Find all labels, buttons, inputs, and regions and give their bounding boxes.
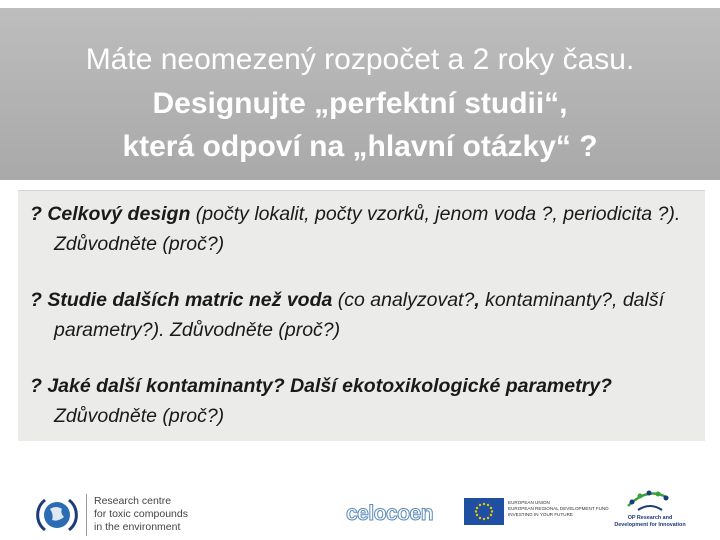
recetox-caption [94,495,188,534]
question-2-bold: ? Studie dalších matric než voda [30,289,333,311]
question-1-text: (počty lokalit, počty vzorků, jenom voda ?, periodicita ?). Zdůvodněte (proč?) [54,203,681,255]
op-line-1: OP Research and [627,515,673,521]
recetox-line-1: Research centre [94,495,172,507]
eu-caption [508,500,609,518]
question-2-bold-comma: , [474,289,480,311]
question-3-text: Zdůvodněte (proč?) [54,405,225,427]
question-item-1 [30,199,719,259]
op-caption [614,515,686,529]
question-item-3 [30,371,719,431]
recetox-line-2: for toxic compounds [94,508,188,520]
question-3-bold: ? Jaké další kontaminanty? Další ekotoxikologické parametry? [30,375,612,397]
title-line-1: Máte neomezený rozpočet a 2 roky času. [85,43,635,76]
logo-divider [86,494,87,536]
recetox-line-3: in the environment [94,521,181,533]
eu-line-3: INVESTING IN YOUR FUTURE [508,512,573,517]
eu-line-2: EUROPEAN REGIONAL DEVELOPMENT FUND [508,506,609,511]
questions-panel [18,190,705,441]
op-line-2: Development for Innovation [614,522,686,528]
title-line-3: která odpoví na „hlavní otázky“ ? [122,130,598,163]
recetox-globe-icon [36,494,78,536]
title-line-2: Designujte „perfektní studii“, [152,87,568,120]
slide-title-banner [0,8,720,180]
eu-flag-icon [464,498,504,525]
question-2-text: (co analyzovat? [332,289,475,311]
question-item-2 [30,285,719,345]
op-research-logo-icon [618,488,678,514]
question-1-bold: ? Celkový design [30,203,191,225]
eu-line-1: EUROPEAN UNION [508,500,550,505]
footer-logos [0,480,720,540]
question-2-text-2: kontaminanty?, další parametry?). Zdůvodněte (proč?) [54,289,665,341]
celocoen-logo: celocoen [346,502,434,525]
